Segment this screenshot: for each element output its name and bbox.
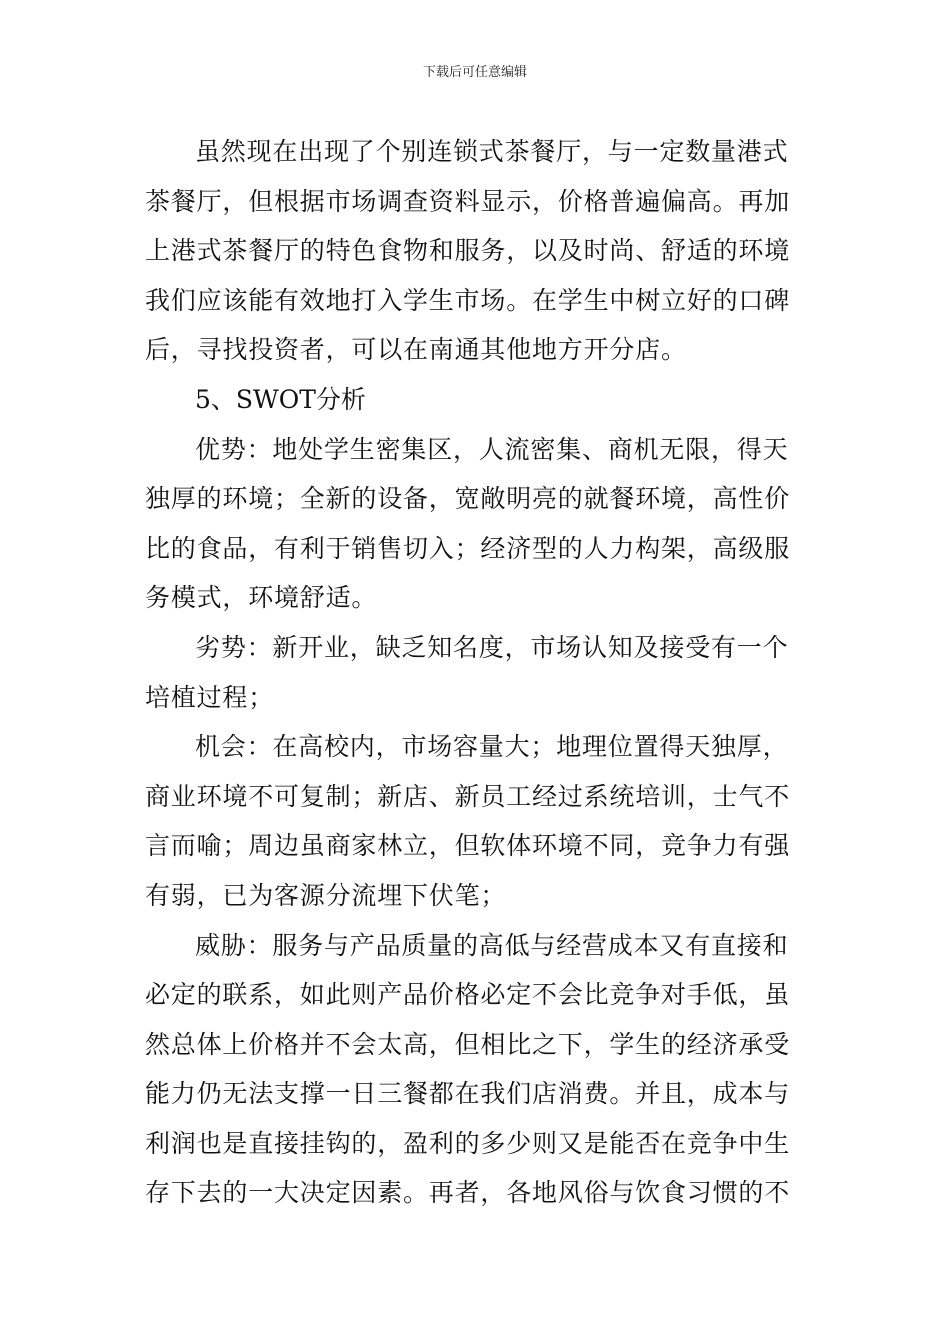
text-line: 茶餐厅，但根据市场调查资料显示，价格普遍偏高。再加: [145, 186, 791, 216]
document-body: [145, 127, 807, 1218]
text-line: 有弱，已为客源分流埋下伏笔；: [145, 880, 507, 910]
text-line: 机会：在高校内，市场容量大；地理位置得天独厚，: [195, 732, 789, 762]
paragraph-competition: [145, 127, 807, 375]
text-line: 独厚的环境；全新的设备，宽敞明亮的就餐环境，高性价: [145, 484, 791, 514]
text-line: 务模式，环境舒适。: [145, 583, 378, 613]
text-line: 劣势：新开业，缺乏知名度，市场认知及接受有一个: [195, 632, 789, 662]
text-line: 能力仍无法支撑一日三餐都在我们店消费。并且，成本与: [145, 1079, 791, 1109]
text-line: 培植过程；: [145, 682, 275, 712]
section-heading-swot: [145, 375, 807, 425]
text-line: 言而喻；周边虽商家林立，但软体环境不同，竞争力有强: [145, 831, 791, 861]
text-line: 利润也是直接挂钩的，盈利的多少则又是能否在竞争中生: [145, 1128, 791, 1158]
text-line: 然总体上价格并不会太高，但相比之下，学生的经济承受: [145, 1029, 791, 1059]
paragraph-weaknesses: [145, 623, 807, 722]
text-line: 上港式茶餐厅的特色食物和服务，以及时尚、舒适的环境: [145, 236, 791, 266]
paragraph-opportunities: [145, 722, 807, 920]
text-line: 商业环境不可复制；新店、新员工经过系统培训，士气不: [145, 781, 791, 811]
text-line: 后，寻找投资者，可以在南通其他地方开分店。: [145, 335, 687, 365]
page-header: 下载后可任意编辑: [422, 65, 527, 80]
text-line: 必定的联系，如此则产品价格必定不会比竞争对手低，虽: [145, 980, 791, 1010]
text-line: 存下去的一大决定因素。再者，各地风俗与饮食习惯的不: [145, 1178, 791, 1208]
text-line: 我们应该能有效地打入学生市场。在学生中树立好的口碑: [145, 285, 791, 315]
text-line: 优势：地处学生密集区，人流密集、商机无限，得天: [195, 434, 789, 464]
paragraph-strengths: [145, 425, 807, 623]
text-line: 5、SWOT分析: [195, 384, 366, 414]
text-line: 虽然现在出现了个别连锁式茶餐厅，与一定数量港式: [195, 137, 789, 166]
paragraph-threats: [145, 921, 807, 1219]
text-line: 威胁：服务与产品质量的高低与经营成本又有直接和: [195, 930, 789, 960]
text-line: 比的食品，有利于销售切入；经济型的人力构架，高级服: [145, 533, 791, 563]
